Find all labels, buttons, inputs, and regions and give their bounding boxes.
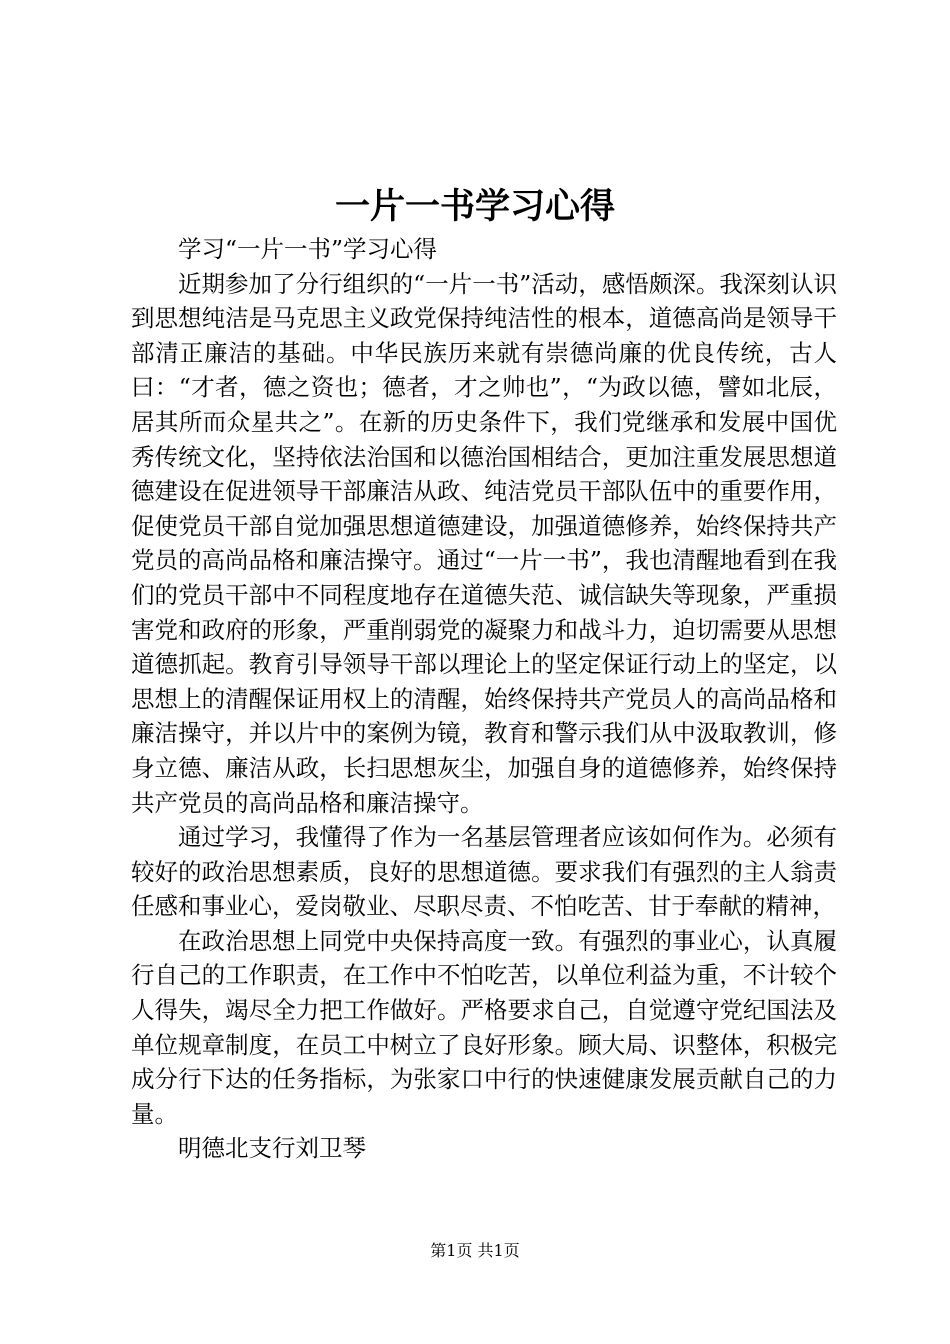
author-signature: 明德北支行刘卫琴: [178, 1134, 366, 1163]
paragraph: 近期参加了分行组织的“一片一书”活动，感悟颇深。我深刻认识到思想纯洁是马克思主义政党保持纯洁性的根本，道德高尚是领导干部清正廉洁的基础。中华民族历来就有崇德尚廉的优良传统，古人曰：“才者，德之资也；德者，才之帅也”，“为政以德，譬如北辰，居其所而众星共之”。在新的历史条件下，我们党继承和发展中国优秀传统文化，坚持依法治国和以德治国相结合，更加注重发展思想道德建设在促进领导干部廉洁从政、纯洁党员干部队伍中的重要作用，促使党员干部自觉加强思想道德建设，加强道德修养，始终保持共产党员的高尚品格和廉洁操守。通过“一片一书”，我也清醒地看到在我们的党员干部中不同程度地存在道德失范、诚信缺失等现象，严重损害党和政府的形象，严重削弱党的凝聚力和战斗力，迫切需要从思想道德抓起。教育引导领导干部以理论上的坚定保证行动上的坚定，以思想上的清醒保证用权上的清醒，始终保持共产党员人的高尚品格和廉洁操守，并以片中的案例为镜，教育和警示我们从中汲取教训，修身立德、廉洁从政，长扫思想灰尘，加强自身的道德修养，始终保持共产党员的高尚品格和廉洁操守。: [131, 269, 837, 817]
paragraph: 在政治思想上同党中央保持高度一致。有强烈的事业心，认真履行自己的工作职责，在工作中不怕吃苦，以单位利益为重，不计较个人得失，竭尽全力把工作做好。严格要求自己，自觉遵守党纪国法及单位规章制度，在员工中树立了良好形象。顾大局、识整体，积极完成分行下达的任务指标，为张家口中行的快速健康发展贡献自己的力量。: [131, 926, 837, 1128]
paragraph: 通过学习，我懂得了作为一名基层管理者应该如何作为。必须有较好的政治思想素质，良好的思想道德。要求我们有强烈的主人翁责任感和事业心，爱岗敬业、尽职尽责、不怕吃苦、甘于奉献的精神，: [131, 823, 837, 921]
page-footer: 第1页 共1页: [430, 1241, 520, 1260]
paragraph-subtitle: 学习“一片一书”学习心得: [178, 235, 438, 263]
document-title: 一片一书学习心得: [334, 186, 615, 227]
document-body: [131, 232, 837, 1166]
